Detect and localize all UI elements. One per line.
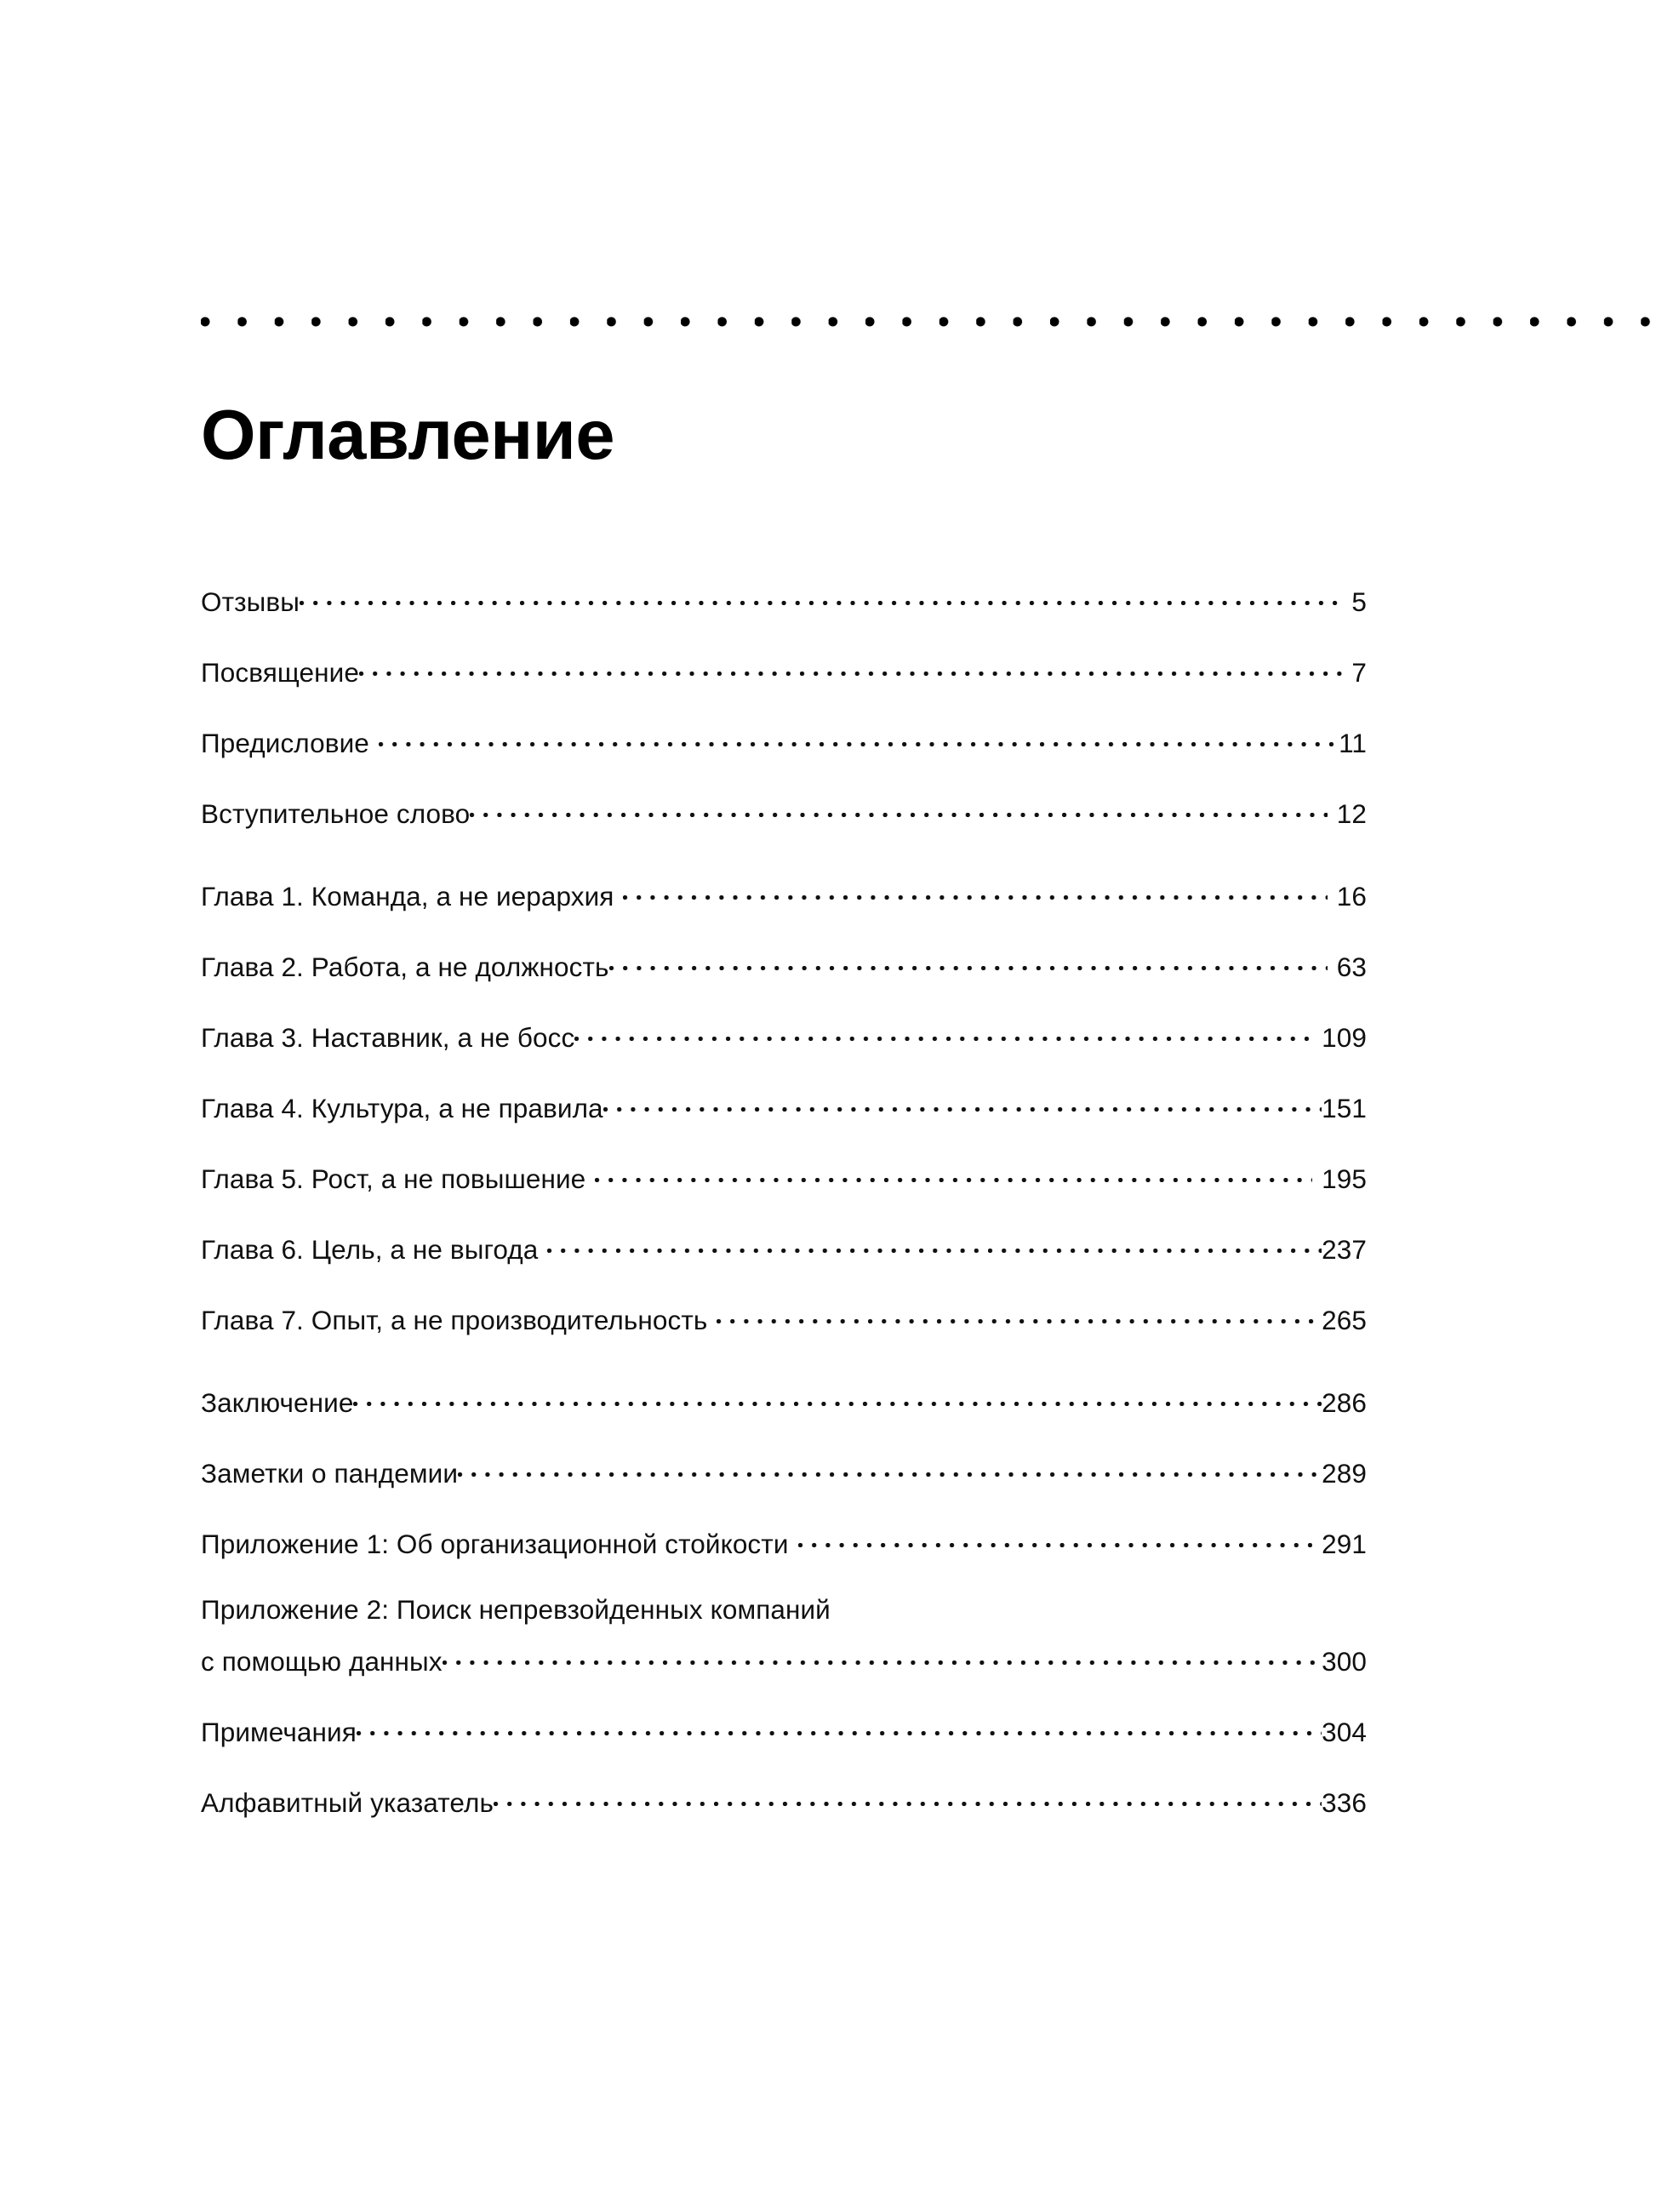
toc-leader-dots [609, 949, 1328, 976]
toc-entry[interactable] [201, 949, 1367, 980]
toc-entry-label: Предисловие [201, 727, 369, 758]
toc-entry[interactable] [201, 1090, 1367, 1122]
toc-entry-label: Отзывы [201, 586, 300, 617]
toc-page-number: 291 [1322, 1528, 1367, 1559]
toc-leader-dots [379, 725, 1339, 752]
toc-leader-dots [547, 1232, 1322, 1259]
toc-leader-dots [623, 878, 1327, 906]
toc-entry-label: Глава 2. Работа, а не должность [201, 951, 609, 982]
toc-leader-dots [300, 584, 1342, 611]
toc-page-number: 63 [1336, 951, 1367, 982]
toc-leader-dots [357, 1715, 1322, 1742]
toc-entry-line2 [201, 1644, 1367, 1676]
page-title: Оглавление [201, 394, 614, 474]
toc-page-number: 304 [1322, 1717, 1367, 1747]
toc-entry-label: Примечания [201, 1717, 357, 1747]
toc-entry-label: Вступительное слово [201, 797, 471, 829]
toc-entry[interactable] [201, 1020, 1367, 1051]
toc-entry[interactable] [201, 725, 1367, 757]
toc-leader-dots [574, 1020, 1312, 1047]
toc-entry-label: с помощью данных [201, 1646, 443, 1677]
toc-entry-label: Глава 7. Опыт, а не производительность [201, 1304, 708, 1335]
toc-group [201, 1385, 1367, 1817]
decorative-dotted-rule [201, 315, 1676, 329]
toc-group [201, 584, 1367, 827]
toc-entry[interactable] [201, 1715, 1367, 1746]
toc-page-number: 286 [1322, 1386, 1367, 1418]
toc-leader-dots [798, 1526, 1313, 1553]
toc-entry-label: Глава 5. Рост, а не повышение [201, 1163, 586, 1194]
toc-entry-label: Приложение 1: Об организационной стойкости [201, 1528, 789, 1559]
toc-entry[interactable] [201, 1526, 1367, 1558]
toc-page-number: 151 [1322, 1092, 1367, 1123]
toc-leader-dots [458, 1455, 1322, 1483]
toc-entry-label: Глава 1. Команда, а не иерархия [201, 880, 614, 912]
toc-page-number: 300 [1322, 1646, 1367, 1677]
toc-page-number: 237 [1322, 1233, 1367, 1265]
toc-entry[interactable] [201, 1232, 1367, 1263]
toc-entry[interactable] [201, 1302, 1367, 1334]
toc-entry-label: Глава 3. Наставник, а не босс [201, 1021, 575, 1053]
table-of-contents [201, 584, 1367, 1817]
toc-page-number: 289 [1322, 1457, 1367, 1489]
toc-leader-dots [359, 654, 1342, 682]
toc-leader-dots [603, 1090, 1322, 1117]
toc-entry-label: Глава 6. Цель, а не выгода [201, 1233, 539, 1265]
toc-page-number: 336 [1322, 1787, 1367, 1818]
toc-entry[interactable] [201, 1786, 1367, 1817]
toc-entry-label: Посвящение [201, 656, 359, 688]
toc-leader-dots [470, 796, 1327, 823]
toc-page-number: 5 [1351, 586, 1367, 617]
toc-entry-label: Заметки о пандемии [201, 1457, 459, 1489]
toc-leader-dots [494, 1786, 1322, 1813]
toc-entry[interactable] [201, 1385, 1367, 1416]
toc-entry[interactable] [201, 654, 1367, 686]
toc-page-number: 16 [1336, 880, 1367, 912]
toc-entry[interactable] [201, 796, 1367, 827]
toc-entry[interactable] [201, 584, 1367, 615]
toc-page-number: 11 [1339, 727, 1367, 758]
toc-entry-label-line1: Приложение 2: Поиск непревзойденных компаний [201, 1594, 831, 1625]
toc-entry-label: Алфавитный указатель [201, 1787, 494, 1818]
toc-leader-dots [443, 1644, 1322, 1672]
toc-page-number: 195 [1322, 1163, 1367, 1194]
toc-leader-dots [717, 1302, 1322, 1329]
toc-entry-label: Заключение [201, 1386, 354, 1418]
toc-group [201, 878, 1367, 1334]
toc-leader-dots [595, 1161, 1312, 1188]
toc-page-number: 7 [1351, 656, 1367, 688]
toc-entry[interactable] [201, 878, 1367, 910]
toc-page-number: 12 [1336, 797, 1367, 829]
toc-leader-dots [353, 1385, 1322, 1412]
toc-page-number: 265 [1322, 1304, 1367, 1335]
toc-entry-label: Глава 4. Культура, а не правила [201, 1092, 603, 1123]
toc-entry[interactable] [201, 1594, 1367, 1677]
toc-entry[interactable] [201, 1161, 1367, 1192]
toc-page-number: 109 [1322, 1021, 1367, 1053]
toc-entry[interactable] [201, 1455, 1367, 1487]
